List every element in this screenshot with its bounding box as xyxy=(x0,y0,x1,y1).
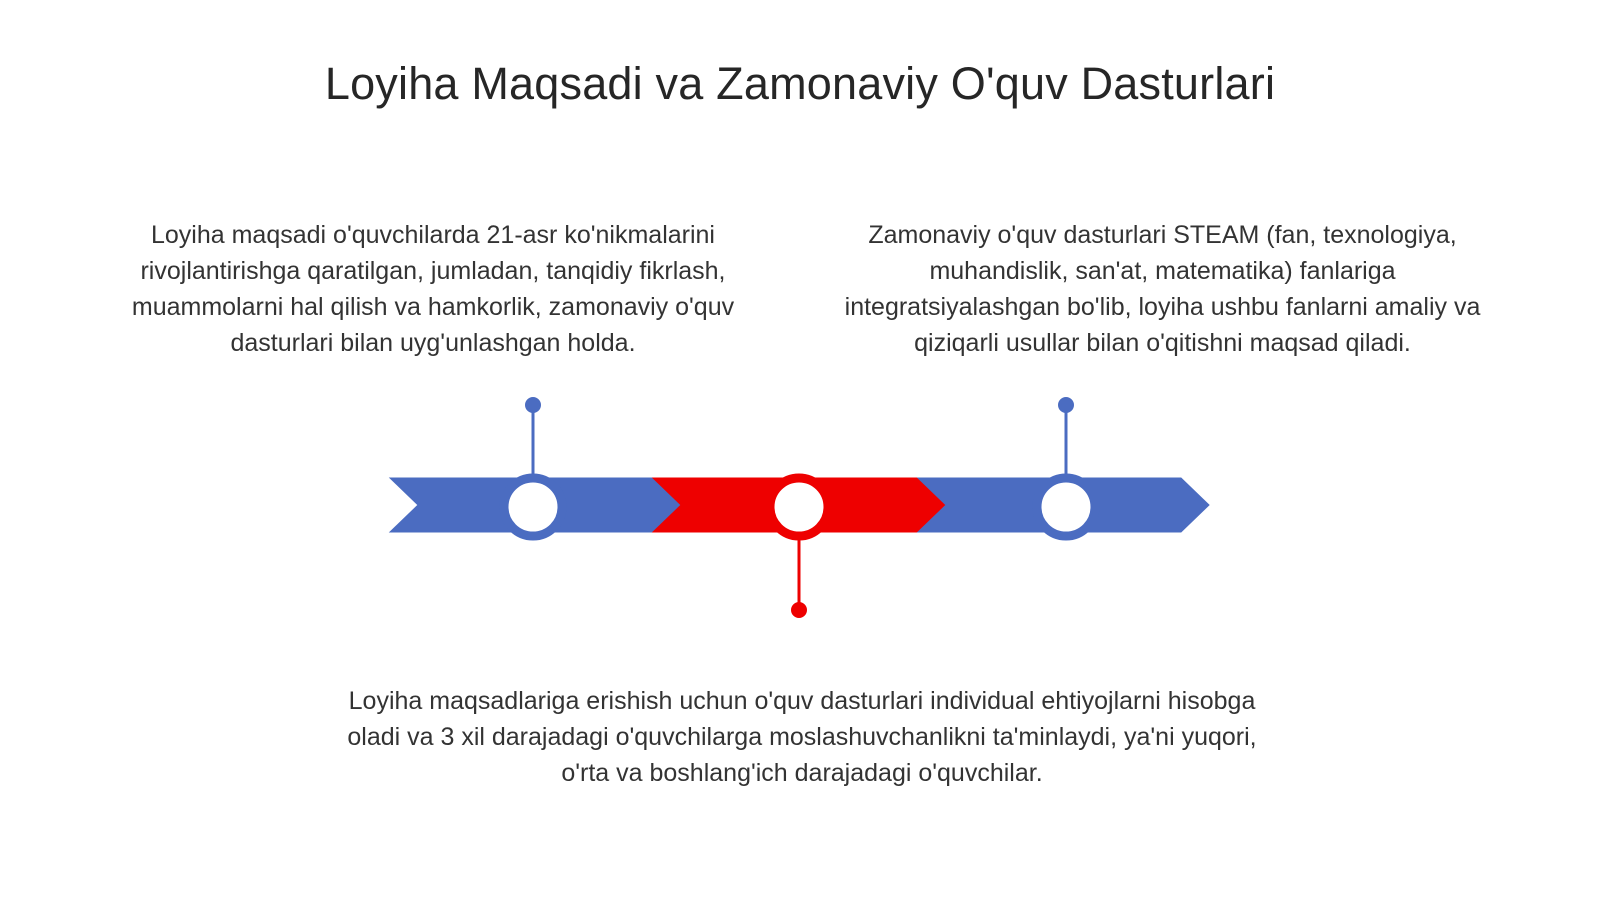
milestone-3-marker xyxy=(1037,478,1095,536)
milestone-1-text: Loyiha maqsadi o'quvchilarda 21-asr ko'nikmalarini rivojlantirishga qaratilgan, jumladan, tanqidiy fikrlash, muammolarni hal qilish va hamkorlik, zamonaviy o'quv dasturlari bilan uyg'unlashgan holda. xyxy=(131,221,735,357)
milestone-3-text: Zamonaviy o'quv dasturlari STEAM (fan, texnologiya, muhandislik, san'at, matematika) fanlariga integratsiyalashgan bo'lib, loyiha ushbu fanlarni amaliy va qiziqarli usullar bilan o'qitishni maqsad qiladi. xyxy=(844,221,1481,357)
milestone-1-dot xyxy=(526,398,541,413)
milestone-2-marker xyxy=(770,478,828,536)
milestone-2-dot xyxy=(792,603,807,618)
milestone-1-marker xyxy=(504,478,562,536)
slide-title: Loyiha Maqsadi va Zamonaviy O'quv Dasturlari xyxy=(324,58,1276,109)
milestone-3-dot xyxy=(1059,398,1074,413)
milestone-2-text: Loyiha maqsadlariga erishish uchun o'quv dasturlari individual ehtiyojlarni hisobga oladi va 3 xil darajadagi o'quvchilarga moslashuvchanlikni ta'minlaydi, ya'ni yuqori, o'rta va boshlang'ich darajadagi o'quvchilar. xyxy=(347,687,1257,787)
